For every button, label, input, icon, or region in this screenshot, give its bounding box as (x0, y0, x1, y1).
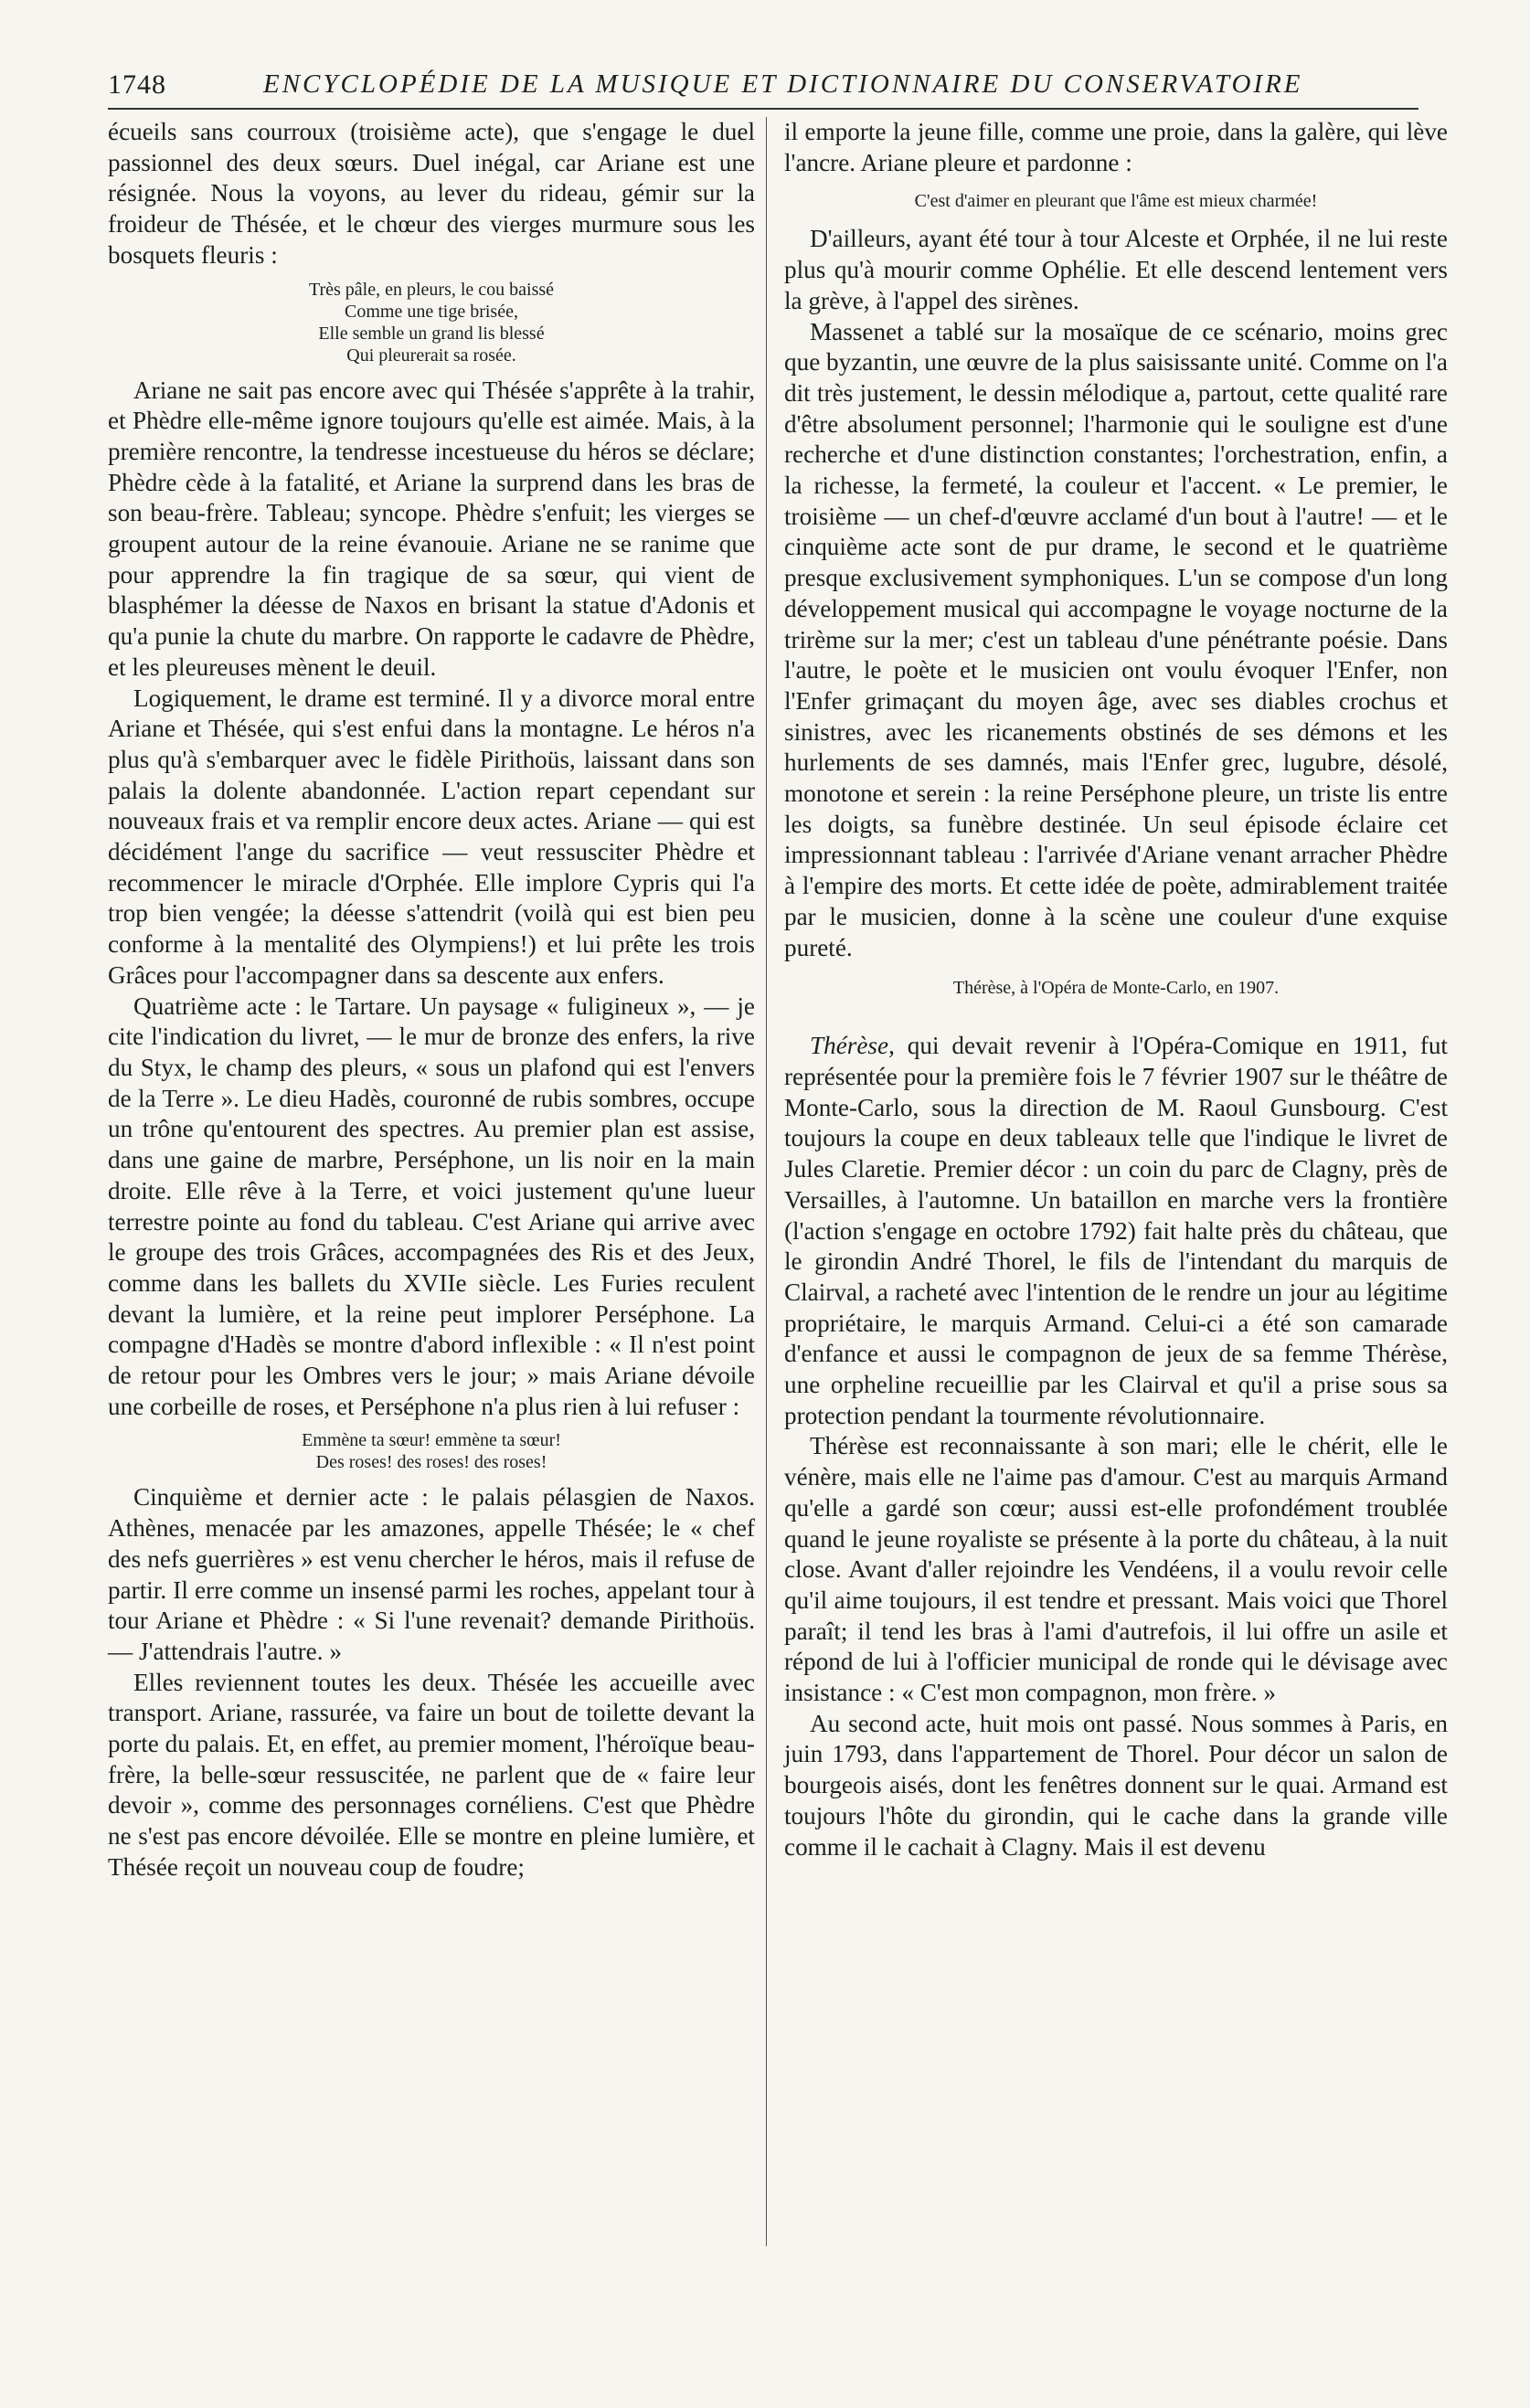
paragraph: D'ailleurs, ayant été tour à tour Alceste et Orphée, il ne lui reste plus qu'à mourir comme Ophélie. Et elle descend lentement vers la grève, à l'appel des sirènes. (784, 225, 1448, 314)
verse-quotation (108, 279, 755, 366)
paragraph: Quatrième acte : le Tartare. Un paysage « fuligineux », — je cite l'indication du livret, — le mur de bronze des enfers, la rive du Styx, le champ des pleurs, « sous un plafond qui est l'envers de la Terre ». Le dieu Hadès, couronné de rubis sombres, occupe un trône qu'entourent des spectres. Au premier plan est assise, dans une gaine de marbre, Perséphone, un lis noir en la main droite. Elle rêve à la Terre, et voici justement qu'une lueur terrestre pointe au fond du tableau. C'est Ariane qui arrive avec le groupe des trois Grâces, accompagnées des Ris et des Jeux, comme dans les ballets du XVIIe siècle. Les Furies reculent devant la lumière, et la reine peut implorer Perséphone. La compagne d'Hadès se montre d'abord inflexible : « Il n'est point de retour pour les Ombres vers le jour; » mais Ariane dévoile une corbeille de roses, et Perséphone n'a plus rien à lui refuser : (108, 992, 755, 1420)
right-column (784, 117, 1448, 1862)
paragraph: Elles reviennent toutes les deux. Thésée les accueille avec transport. Ariane, rassurée, va faire un bout de toilette devant la porte du palais. Et, en effet, au premier moment, l'héroïque beau-frère, la belle-sœur ressuscitée, ne parlent que de « faire leur devoir », comme des personnages cornéliens. C'est que Phèdre ne s'est pas encore dévoilée. Elle se montre en pleine lumière, et Thésée reçoit un nouveau coup de foudre; (108, 1668, 755, 1881)
paragraph (784, 1031, 1448, 1431)
paragraph: Au second acte, huit mois ont passé. Nous sommes à Paris, en juin 1793, dans l'appartement de Thorel. Pour décor un salon de bourgeois aisés, dont les fenêtres donnent sur le quai. Armand est toujours l'hôte du girondin, qui le cache dans la grande ville comme il le cachait à Clagny. Mais il est devenu (784, 1709, 1448, 1861)
verse-line: Très pâle, en pleurs, le cou baissé (308, 279, 555, 300)
page-header (108, 69, 1418, 110)
column-divider (766, 117, 767, 2246)
verse-line: Des roses! des roses! des roses! (315, 1452, 547, 1473)
paragraph: Cinquième et dernier acte : le palais pélasgien de Naxos. Athènes, menacée par les amazones, appelle Thésée; le « chef des nefs guerrières » est venu chercher le héros, mais il refuse de partir. Il erre comme un insensé parmi les roches, appelant tour à tour Ariane et Phèdre : « Si l'une revenait? demande Pirithoüs. — J'attendrais l'autre. » (108, 1483, 755, 1665)
verse-quotation: C'est d'aimer en pleurant que l'âme est mieux charmée! (914, 191, 1318, 212)
paragraph: Ariane ne sait pas encore avec qui Thésée s'apprête à la trahir, et Phèdre elle-même ignore toujours qu'elle est aimée. Mais, à la première rencontre, la tendresse incestueuse du héros se déclare; Phèdre cède à la fatalité, et Ariane la surprend dans les bras de son beau-frère. Tableau; syncope. Phèdre s'enfuit; les vierges se groupent autour de la reine évanouie. Ariane ne se ranime que pour apprendre la fin tragique de sa sœur, qui vient de blasphémer la déesse de Naxos en brisant la statue d'Adonis et qu'a punie la chute du marbre. On rapporte le cadavre de Phèdre, et les pleureuses mènent le deuil. (108, 376, 755, 681)
paragraph: Thérèse est reconnaissante à son mari; elle le chérit, elle le vénère, mais elle ne l'aime pas d'amour. C'est au marquis Armand qu'elle a gardé son cœur; aussi est-elle profondément troublée quand le jeune royaliste se présente à la porte du château, à la nuit close. Avant d'aller rejoindre les Vendéens, il a voulu revoir celle qu'il aime toujours, il est tendre et pressant. Mais voici que Thorel paraît; il tend les bras à l'ami d'autrefois, il lui offre un asile et répond de lui à l'officier municipal de ronde qui le dévisage avec insistance : « C'est mon compagnon, mon frère. » (784, 1432, 1448, 1707)
paragraph: il emporte la jeune fille, comme une proie, dans la galère, qui lève l'ancre. Ariane pleure et pardonne : (784, 118, 1448, 176)
verse-line: Comme une tige brisée, (345, 301, 518, 322)
paragraph-text: qui devait revenir à l'Opéra-Comique en 1911, fut représentée pour la première fois le 7 février 1907 sur le théâtre de Monte-Carlo, sous la direction de M. Raoul Gunsbourg. C'est toujours la coupe en deux tableaux telle que l'indique le livret de Jules Claretie. Premier décor : un coin du parc de Clagny, près de Versailles, à l'automne. Un bataillon en marche vers la frontière (l'action s'engage en octobre 1792) fait halte près du château, que le girondin André Thorel, le fils de l'intendant du marquis de Clairval, a racheté avec l'intention de le rendre un jour au légitime propriétaire, le marquis Armand. Celui-ci a été son camarade d'enfance et aussi le compagnon de jeux de sa femme Thérèse, une orpheline recueillie par les Clairval et qu'il a prise sous sa protection pendant la tourmente révolutionnaire. (784, 1032, 1448, 1429)
work-title: Thérèse, (810, 1032, 895, 1060)
verse-line: Qui pleurerait sa rosée. (346, 345, 516, 366)
paragraph: écueils sans courroux (troisième acte), que s'engage le duel passionnel des deux sœurs. Duel inégal, car Ariane est une résignée. Nous la voyons, au lever du rideau, gémir sur la froideur de Thésée, et le chœur des vierges murmure sous les bosquets fleuris : (108, 118, 755, 269)
verse-line: Elle semble un grand lis blessé (318, 323, 545, 344)
paragraph: Massenet a tablé sur la mosaïque de ce scénario, moins grec que byzantin, une œuvre de la plus saisissante unité. Comme on l'a dit très justement, le dessin mélodique a, partout, cette qualité rare d'être absolument personnel; l'harmonie qui le souligne est d'une recherche et d'une distinction constantes; l'orchestration, enfin, a la richesse, la fermeté, la couleur et l'accent. « Le premier, le troisième — un chef-d'œuvre acclamé d'un bout à l'autre! — et le cinquième acte sont de pur drame, le second et le quatrième presque exclusivement symphoniques. L'un se compose d'un long développement musical qui accompagne le voyage nocturne de la trirème sur la mer; c'est un tableau d'une pénétrante poésie. Dans l'autre, le poète et le musicien ont voulu évoquer l'Enfer, non l'Enfer grimaçant du moyen âge, avec ses diables crochus et sinistres, avec les ricanements obstinés de ses démons et les hurlements de ses damnés, mais l'Enfer grec, lugubre, désolé, monotone et serein : la reine Perséphone pleure, un triste lis entre les doigts, sa funèbre destinée. Un seul épisode éclaire cet impressionnant tableau : l'arrivée d'Ariane venant arracher Phèdre à l'empire des morts. Et cette idée de poète, admirablement traitée par le musicien, donne à la scène une couleur d'une exquise pureté. (784, 317, 1448, 961)
page-number: 1748 (108, 69, 166, 100)
left-column (108, 117, 755, 1883)
running-title: ENCYCLOPÉDIE DE LA MUSIQUE ET DICTIONNAIRE DU CONSERVATOIRE (263, 69, 1303, 99)
verse-quotation (108, 1429, 755, 1473)
verse-line: Emmène ta sœur! emmène ta sœur! (302, 1430, 561, 1451)
paragraph: Logiquement, le drame est terminé. Il y a divorce moral entre Ariane et Thésée, qui s'est enfui dans la montagne. Le héros n'a plus qu'à s'embarquer avec le fidèle Pirithoüs, laissant dans son palais la dolente abandonnée. L'action repart cependant sur nouveaux frais et va remplir encore deux actes. Ariane — qui est décidément l'ange du sacrifice — veut ressusciter Phèdre et recommencer le miracle d'Orphée. Elle implore Cypris qui l'a trop bien vengée; la déesse s'attendrit (voilà qui est bien peu conforme à la mentalité des Olympiens!) et lui prête les trois Grâces pour l'accompagner dans sa descente aux enfers. (108, 684, 755, 989)
image-caption: Thérèse, à l'Opéra de Monte-Carlo, en 1907. (952, 978, 1280, 999)
